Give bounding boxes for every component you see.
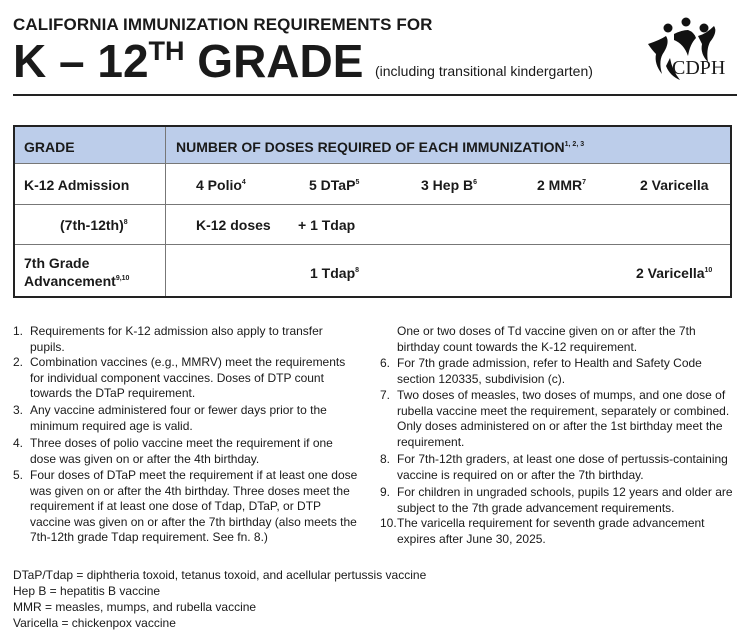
- footnote-text: Combination vaccines (e.g., MMRV) meet the requirements for individual component vaccines. Doses of DTP count towards the DTaP requirement.: [30, 355, 346, 400]
- footnote-text: One or two doses of Td vaccine given on or after the 7th birthday count towards the K-12 requirement.: [397, 324, 696, 354]
- abbreviation-varicella: Varicella = chickenpox vaccine: [13, 616, 176, 630]
- header-doses-sup: 1, 2, 3: [564, 141, 585, 148]
- cell-polio-text: 4 Polio: [196, 177, 242, 193]
- footnote-text: Four doses of DTaP meet the requirement if at least one dose was given on or after the 4th birthday. Three doses meet the requirement if at least one dose of Tdap, DTaP, or DTP vaccine was given on or after the 7th birthday (also meets the 7th-12th grade Tdap requirement. See fn. 8.): [30, 468, 358, 544]
- subtitle: (including transitional kindergarten): [375, 63, 593, 79]
- footnote-text: Requirements for K-12 admission also apply to transfer pupils.: [30, 324, 323, 354]
- footnote: [380, 485, 733, 516]
- footnote-text: Any vaccine administered four or fewer days prior to the minimum required age is valid.: [30, 403, 327, 433]
- cell-advancement-varicella: [636, 265, 712, 281]
- column-divider: [165, 127, 166, 296]
- row-divider: [15, 244, 730, 245]
- cell-k12-doses: K-12 doses: [196, 217, 271, 233]
- title-end: GRADE: [184, 35, 364, 87]
- cell-advancement-tdap-text: 1 Tdap: [310, 265, 356, 281]
- footnote-text: For 7th-12th graders, at least one dose of pertussis-containing vaccine is required on or after the 7th birthday.: [397, 452, 728, 482]
- cell-polio: [196, 177, 246, 193]
- footnote-text: The varicella requirement for seventh grade advancement expires after June 30, 2025.: [397, 516, 705, 546]
- cell-advancement-tdap-sup: 8: [355, 267, 360, 274]
- footnote-number: 9.: [380, 485, 391, 499]
- footnote: [13, 403, 353, 434]
- row-divider: [15, 163, 730, 164]
- row-7th-advancement-line1: 7th Grade: [24, 255, 90, 271]
- footnote: [380, 516, 720, 547]
- abbreviation-hepb: Hep B = hepatitis B vaccine: [13, 584, 161, 598]
- cell-mmr-text: 2 MMR: [537, 177, 583, 193]
- footnote-number: 7.: [380, 388, 391, 402]
- row-divider: [15, 204, 730, 205]
- row-7th-12th-sup: 8: [123, 219, 128, 226]
- cell-dtap-sup: 5: [355, 179, 360, 186]
- footnote-text: Two doses of measles, two doses of mumps, and one dose of rubella vaccine meet the requirement, separately or combined. Only doses administered on or after the 1st birthday meet the requirement.: [397, 388, 730, 449]
- header-doses-label: NUMBER OF DOSES REQUIRED OF EACH IMMUNIZATION: [176, 139, 565, 155]
- title-superscript: TH: [148, 36, 185, 66]
- cell-varicella: 2 Varicella: [640, 177, 709, 193]
- row-k12-admission-grade: K-12 Admission: [24, 177, 130, 193]
- supertitle: CALIFORNIA IMMUNIZATION REQUIREMENTS FOR: [13, 15, 433, 34]
- footnote-number: 10.: [380, 516, 397, 530]
- cell-plus-tdap: + 1 Tdap: [298, 217, 356, 233]
- row-7th-advancement-label: Advancement: [24, 273, 116, 289]
- cell-advancement-tdap: [310, 265, 359, 281]
- abbreviation-mmr: MMR = measles, mumps, and rubella vaccine: [13, 600, 257, 614]
- footnote-text: For children in ungraded schools, pupils 12 years and older are subject to the 7th grade advancement requirements.: [397, 485, 733, 515]
- footnote: [13, 355, 353, 402]
- footnote-number: 6.: [380, 356, 391, 370]
- footnote: [380, 452, 728, 483]
- cell-mmr-sup: 7: [582, 179, 587, 186]
- footnote: [13, 436, 353, 467]
- footnote-number: 8.: [380, 452, 391, 466]
- footnote-number: 2.: [13, 355, 24, 369]
- row-7th-advancement-line2: [24, 273, 129, 289]
- title-main: K – 12: [13, 35, 149, 87]
- cell-hepb: [421, 177, 477, 193]
- footnote: [380, 356, 720, 387]
- footnote-text: For 7th grade admission, refer to Health and Safety Code section 120335, subdivision (c).: [397, 356, 702, 386]
- abbreviation-dtap: DTaP/Tdap = diphtheria toxoid, tetanus toxoid, and acellular pertussis vaccine: [13, 568, 427, 582]
- header-grade: GRADE: [24, 139, 75, 155]
- footnote-text: Three doses of polio vaccine meet the requirement if one dose was given on or after the 4th birthday.: [30, 436, 333, 466]
- footnote: [13, 468, 358, 548]
- row-7th-12th-grade: [60, 217, 128, 233]
- footnote-number: 3.: [13, 403, 24, 417]
- cell-dtap-text: 5 DTaP: [309, 177, 356, 193]
- cell-hepb-text: 3 Hep B: [421, 177, 474, 193]
- footnote: [380, 388, 730, 451]
- logo-text: CDPH: [672, 57, 726, 79]
- row-7th-advancement-sup: 9,10: [115, 275, 130, 282]
- title-divider: [13, 94, 737, 96]
- header-doses: [176, 139, 584, 155]
- cell-advancement-varicella-sup: 10: [704, 267, 713, 274]
- page-title: [13, 33, 363, 96]
- row-7th-12th-label: (7th-12th): [60, 217, 124, 233]
- footnote: [13, 324, 353, 355]
- cell-dtap: [309, 177, 359, 193]
- footnote: [380, 324, 720, 355]
- footnote-number: 5.: [13, 468, 24, 482]
- footnote-number: 1.: [13, 324, 24, 338]
- cell-mmr: [537, 177, 586, 193]
- cell-hepb-sup: 6: [473, 179, 478, 186]
- footnote-number: 4.: [13, 436, 24, 450]
- cell-advancement-varicella-text: 2 Varicella: [636, 265, 705, 281]
- cell-polio-sup: 4: [241, 179, 246, 186]
